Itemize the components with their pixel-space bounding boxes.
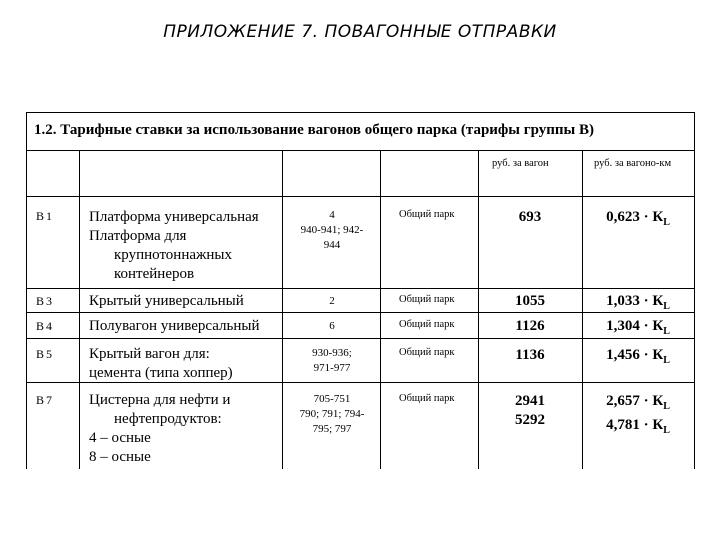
- column-divider: [478, 150, 479, 469]
- tariff-table: [26, 112, 695, 469]
- row-park: Общий парк: [399, 393, 455, 404]
- row-park: Общий парк: [399, 319, 455, 330]
- table-top-border: [27, 112, 694, 113]
- row-divider: [27, 288, 694, 289]
- unit-per-wagon: руб. за вагон: [492, 158, 549, 169]
- row-name: Полувагон универсальный: [89, 318, 260, 334]
- page-title: ПРИЛОЖЕНИЕ 7. ПОВАГОННЫЕ ОТПРАВКИ: [163, 22, 557, 42]
- row-rate: 1055: [515, 293, 545, 309]
- table-subtitle: 1.2. Тарифные ставки за использование вагонов общего парка (тарифы группы В): [34, 122, 594, 138]
- row-park: Общий парк: [399, 294, 455, 305]
- row-rate: 693: [518, 209, 542, 225]
- row-code: В7: [36, 393, 55, 407]
- row-coef: $2,657 \cdot К_L$ $4,781 \cdot К_L$: [606, 393, 670, 436]
- row-models: 6: [329, 320, 335, 332]
- row-models: 930-936; 971-977: [312, 347, 352, 374]
- row-models: 4 940-941; 942- 944: [300, 209, 364, 251]
- subtitle-divider: [27, 150, 694, 151]
- row-name: Крытый универсальный: [89, 293, 244, 309]
- row-name: Цистерна для нефти и нефтепродуктов: 4 – осные 8 – осные: [89, 392, 231, 465]
- row-code: В3: [36, 294, 55, 308]
- row-coef: $1,304 \cdot К_L$: [606, 318, 670, 337]
- column-divider: [282, 150, 283, 469]
- row-coef: $0,623 \cdot К_L$: [606, 209, 670, 228]
- row-rate: 1126: [515, 318, 545, 334]
- column-divider: [79, 150, 80, 469]
- row-park: Общий парк: [399, 209, 455, 220]
- row-rate: 1136: [515, 347, 545, 363]
- row-rate: 2941 5292: [515, 393, 545, 428]
- row-coef: $1,033 \cdot К_L$: [606, 293, 670, 312]
- row-models: 2: [329, 295, 335, 307]
- row-models: 705-751 790; 791; 794- 795; 797: [299, 393, 365, 435]
- row-coef: $1,456 \cdot К_L$: [606, 347, 670, 366]
- row-name: Крытый вагон для: цемента (типа хоппер): [89, 346, 233, 381]
- row-name: Платформа универсальная Платформа для крупнотоннажных контейнеров: [89, 209, 259, 282]
- column-divider: [380, 150, 381, 469]
- header-divider: [27, 196, 694, 197]
- unit-per-wagon-km: руб. за вагоно-км: [594, 158, 672, 169]
- row-park: Общий парк: [399, 347, 455, 358]
- row-code: В5: [36, 347, 55, 361]
- row-code: В4: [36, 319, 55, 333]
- row-code: В1: [36, 209, 55, 223]
